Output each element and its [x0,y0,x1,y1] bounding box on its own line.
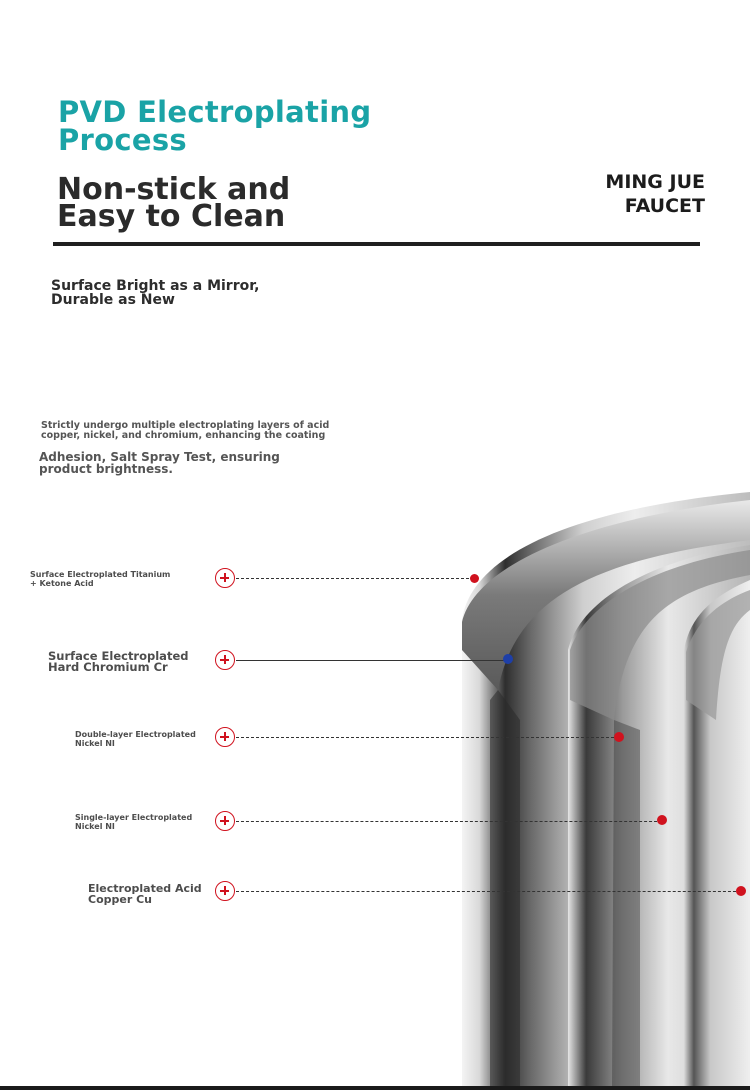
layer-label-titanium: Surface Electroplated Titanium + Ketone Acid [30,570,171,588]
leader-line-chromium [236,660,507,661]
layer-label-double-nickel: Double-layer Electroplated Nickel NI [75,730,196,748]
description-salt-spray: Adhesion, Salt Spray Test, ensuring product brightness. [39,450,280,476]
plus-circle-icon [215,881,235,901]
plus-circle-icon [215,811,235,831]
marker-dot-single-nickel [657,815,667,825]
layer-label-acid-copper: Electroplated Acid Copper Cu [88,882,202,906]
layer-label-chromium: Surface Electroplated Hard Chromium Cr [48,649,189,674]
title-pvd-process: PVD Electroplating Process [58,95,372,157]
leader-line-single-nickel [236,821,662,822]
marker-dot-acid-copper [736,886,746,896]
marker-dot-chromium [503,654,513,664]
marker-dot-double-nickel [614,732,624,742]
description-plating-layers: Strictly undergo multiple electroplating layers of acid copper, nickel, and chromium, enhancing the coating [41,420,330,441]
plus-circle-icon [215,568,235,588]
brand-name: MING JUE FAUCET [605,171,705,217]
bottom-border [0,1086,750,1090]
leader-line-titanium [236,578,474,579]
subtitle-mirror-surface: Surface Bright as a Mirror, Durable as New [51,278,260,308]
plus-circle-icon [215,727,235,747]
layer-label-single-nickel: Single-layer Electroplated Nickel NI [75,813,193,831]
plus-circle-icon [215,650,235,670]
leader-line-acid-copper [236,891,741,892]
leader-line-double-nickel [236,737,619,738]
marker-dot-titanium [470,574,479,583]
title-non-stick: Non-stick and Easy to Clean [57,172,291,234]
header-divider [53,242,700,246]
